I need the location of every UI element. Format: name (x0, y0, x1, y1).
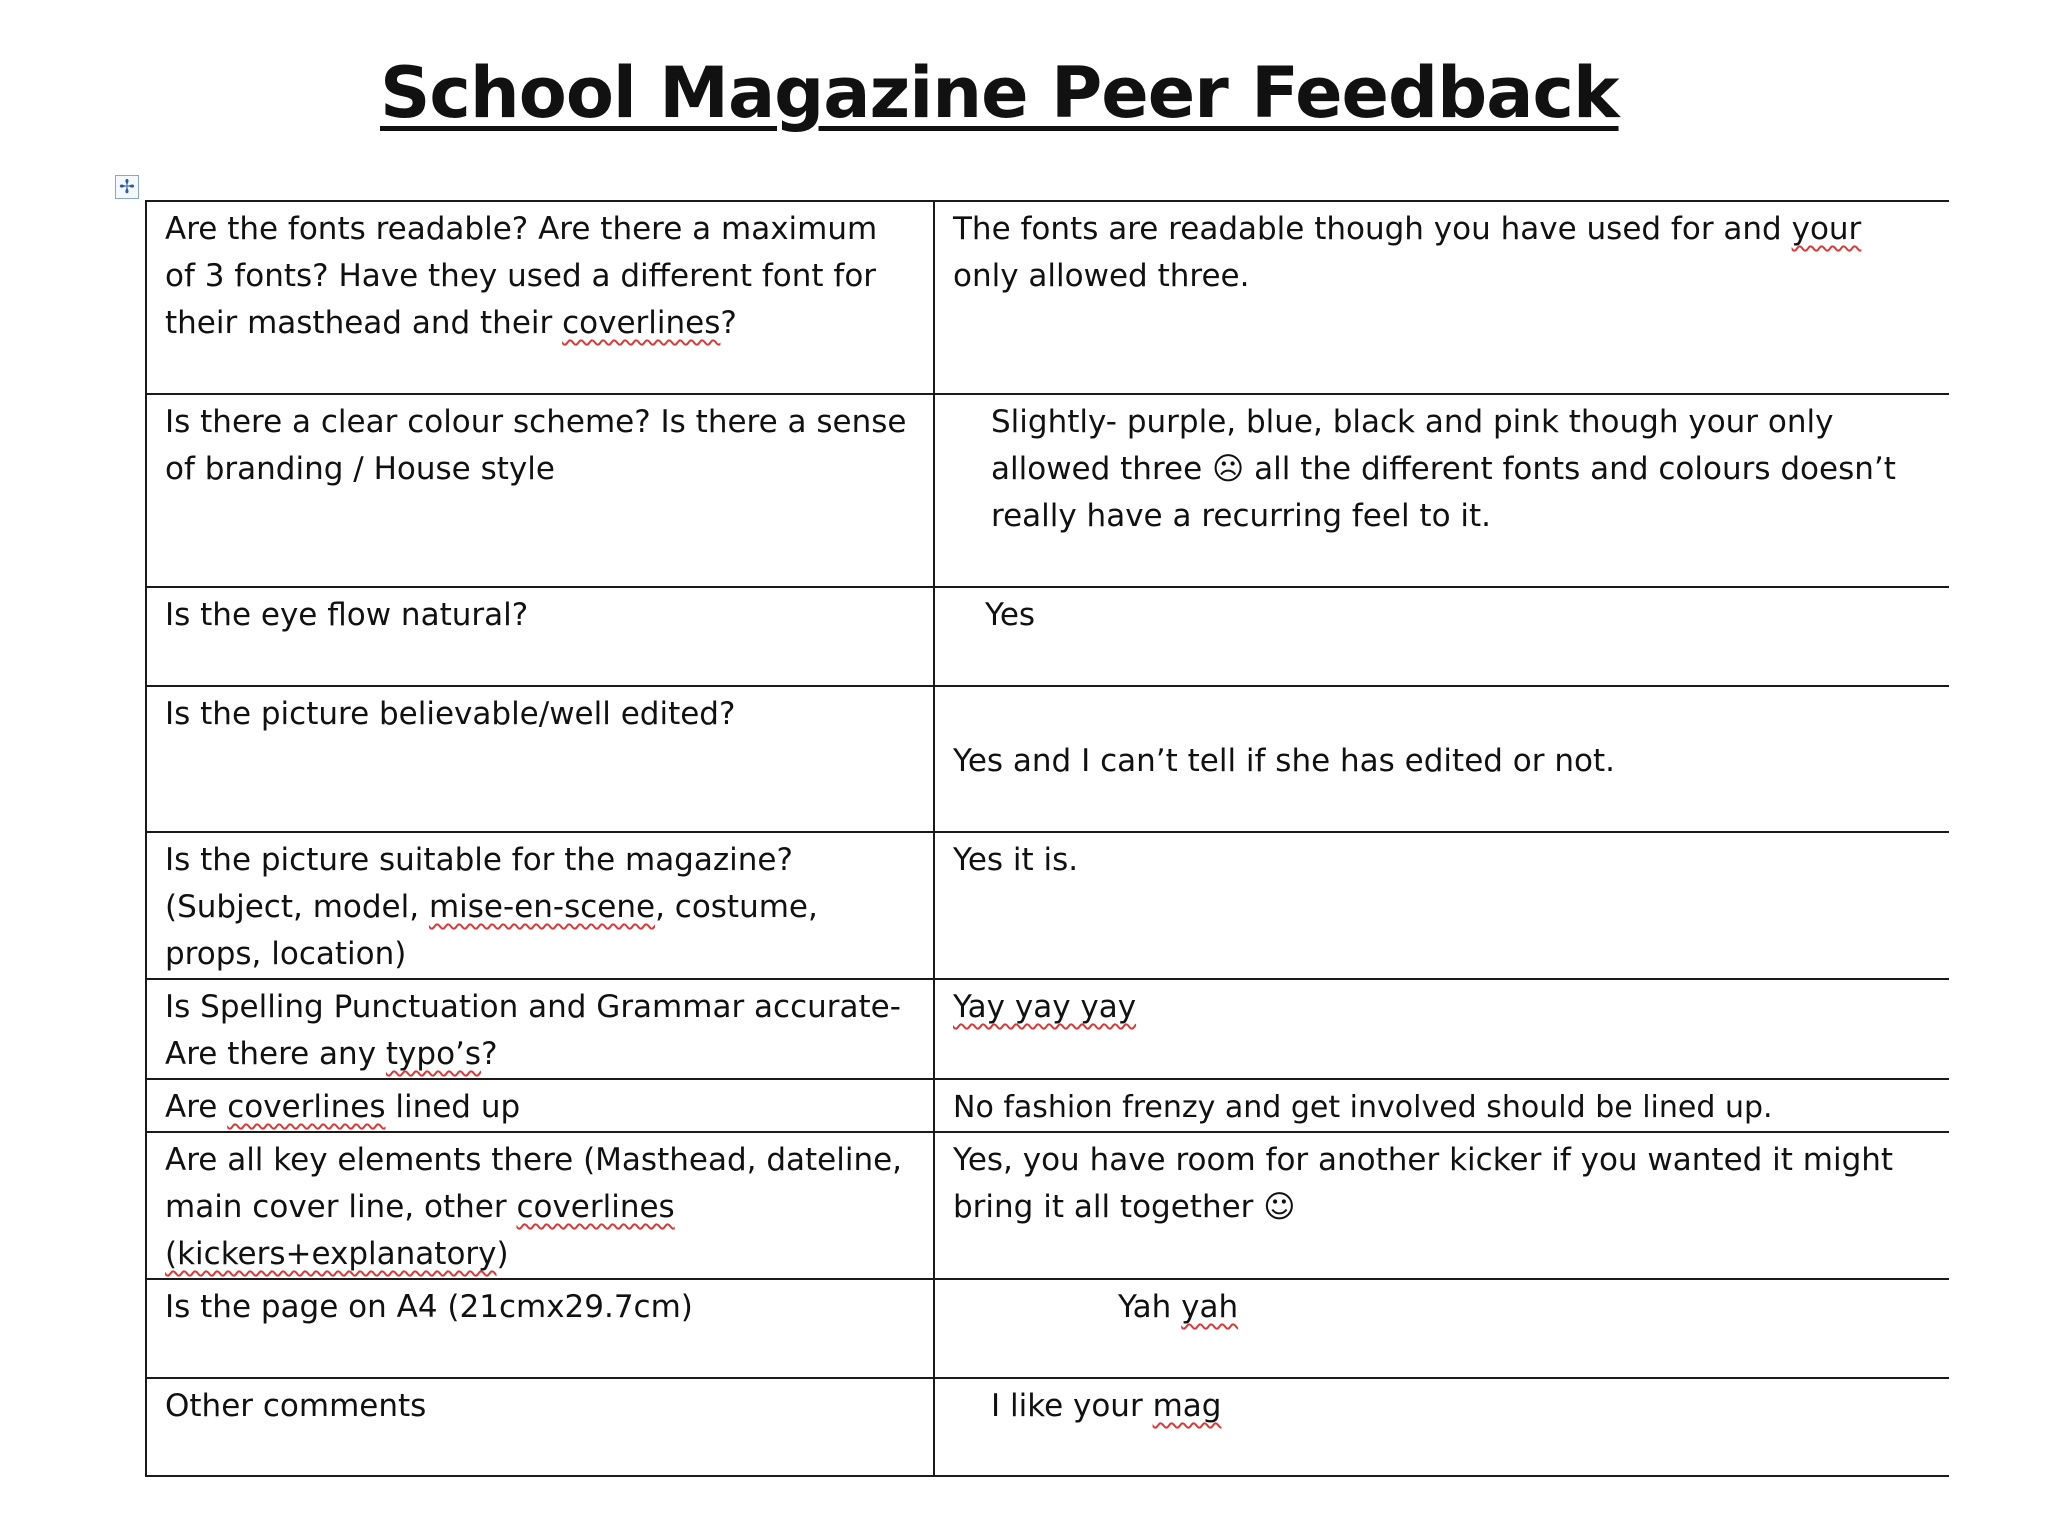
question-cell[interactable] (146, 1279, 934, 1378)
table-row (146, 201, 1949, 394)
table-row (146, 979, 1949, 1079)
question-cell[interactable] (146, 1378, 934, 1476)
table-row (146, 1079, 1949, 1132)
answer-cell[interactable] (934, 1079, 1949, 1132)
question-text: Is the picture suitable for the magazine? (Subject, model, mise-en-scene, costume, props, location) (165, 842, 818, 972)
question-text: Other comments (165, 1388, 427, 1424)
question-text: Are coverlines lined up (165, 1089, 521, 1125)
question-cell[interactable] (146, 1079, 934, 1132)
table-move-handle-icon[interactable]: ✢ (115, 175, 139, 199)
answer-text: Yay yay yay (953, 989, 1137, 1025)
answer-text: The fonts are readable though you have used for and your only allowed three. (953, 211, 1862, 294)
question-cell[interactable] (146, 686, 934, 832)
question-cell[interactable] (146, 1132, 934, 1279)
question-text: Is there a clear colour scheme? Is there a sense of branding / House style (165, 404, 907, 487)
answer-cell[interactable] (934, 1378, 1949, 1476)
answer-text: Yah yah (1118, 1289, 1239, 1325)
answer-text: Yes, you have room for another kicker if you wanted it might bring it all together ☺ (953, 1142, 1894, 1225)
answer-cell[interactable] (934, 201, 1949, 394)
answer-text: Yes (985, 597, 1036, 633)
answer-cell[interactable] (934, 1279, 1949, 1378)
question-cell[interactable] (146, 979, 934, 1079)
question-cell[interactable] (146, 832, 934, 979)
table-row (146, 587, 1949, 686)
question-text: Are the fonts readable? Are there a maximum of 3 fonts? Have they used a different font for their masthead and their coverlines? (165, 211, 878, 341)
table-row (146, 1279, 1949, 1378)
answer-text: Yes and I can’t tell if she has edited or not. (953, 743, 1615, 779)
question-text: Are all key elements there (Masthead, dateline, main cover line, other coverlines (kickers+explanatory) (165, 1142, 903, 1272)
question-text: Is the eye flow natural? (165, 597, 529, 633)
page-title: School Magazine Peer Feedback (380, 52, 1619, 134)
table-row (146, 832, 1949, 979)
answer-text: No fashion frenzy and get involved should be lined up. (953, 1090, 1773, 1125)
answer-text: I like your mag (991, 1388, 1222, 1424)
question-text: Is the picture believable/well edited? (165, 696, 736, 732)
feedback-table (145, 200, 1949, 1477)
question-text: Is the page on A4 (21cmx29.7cm) (165, 1289, 693, 1325)
answer-cell[interactable] (934, 832, 1949, 979)
table-row (146, 1132, 1949, 1279)
question-cell[interactable] (146, 587, 934, 686)
answer-cell[interactable] (934, 587, 1949, 686)
question-cell[interactable] (146, 201, 934, 394)
table-row (146, 394, 1949, 587)
answer-cell[interactable] (934, 1132, 1949, 1279)
answer-text: Slightly- purple, blue, black and pink though your only allowed three ☹ all the different fonts and colours doesn’t really have a recurring feel to it. (991, 404, 1896, 534)
answer-text: Yes it is. (953, 842, 1079, 878)
table-row (146, 1378, 1949, 1476)
table-row (146, 686, 1949, 832)
answer-cell[interactable] (934, 394, 1949, 587)
answer-cell[interactable] (934, 686, 1949, 832)
question-cell[interactable] (146, 394, 934, 587)
answer-cell[interactable] (934, 979, 1949, 1079)
question-text: Is Spelling Punctuation and Grammar accurate-Are there any typo’s? (165, 989, 901, 1072)
